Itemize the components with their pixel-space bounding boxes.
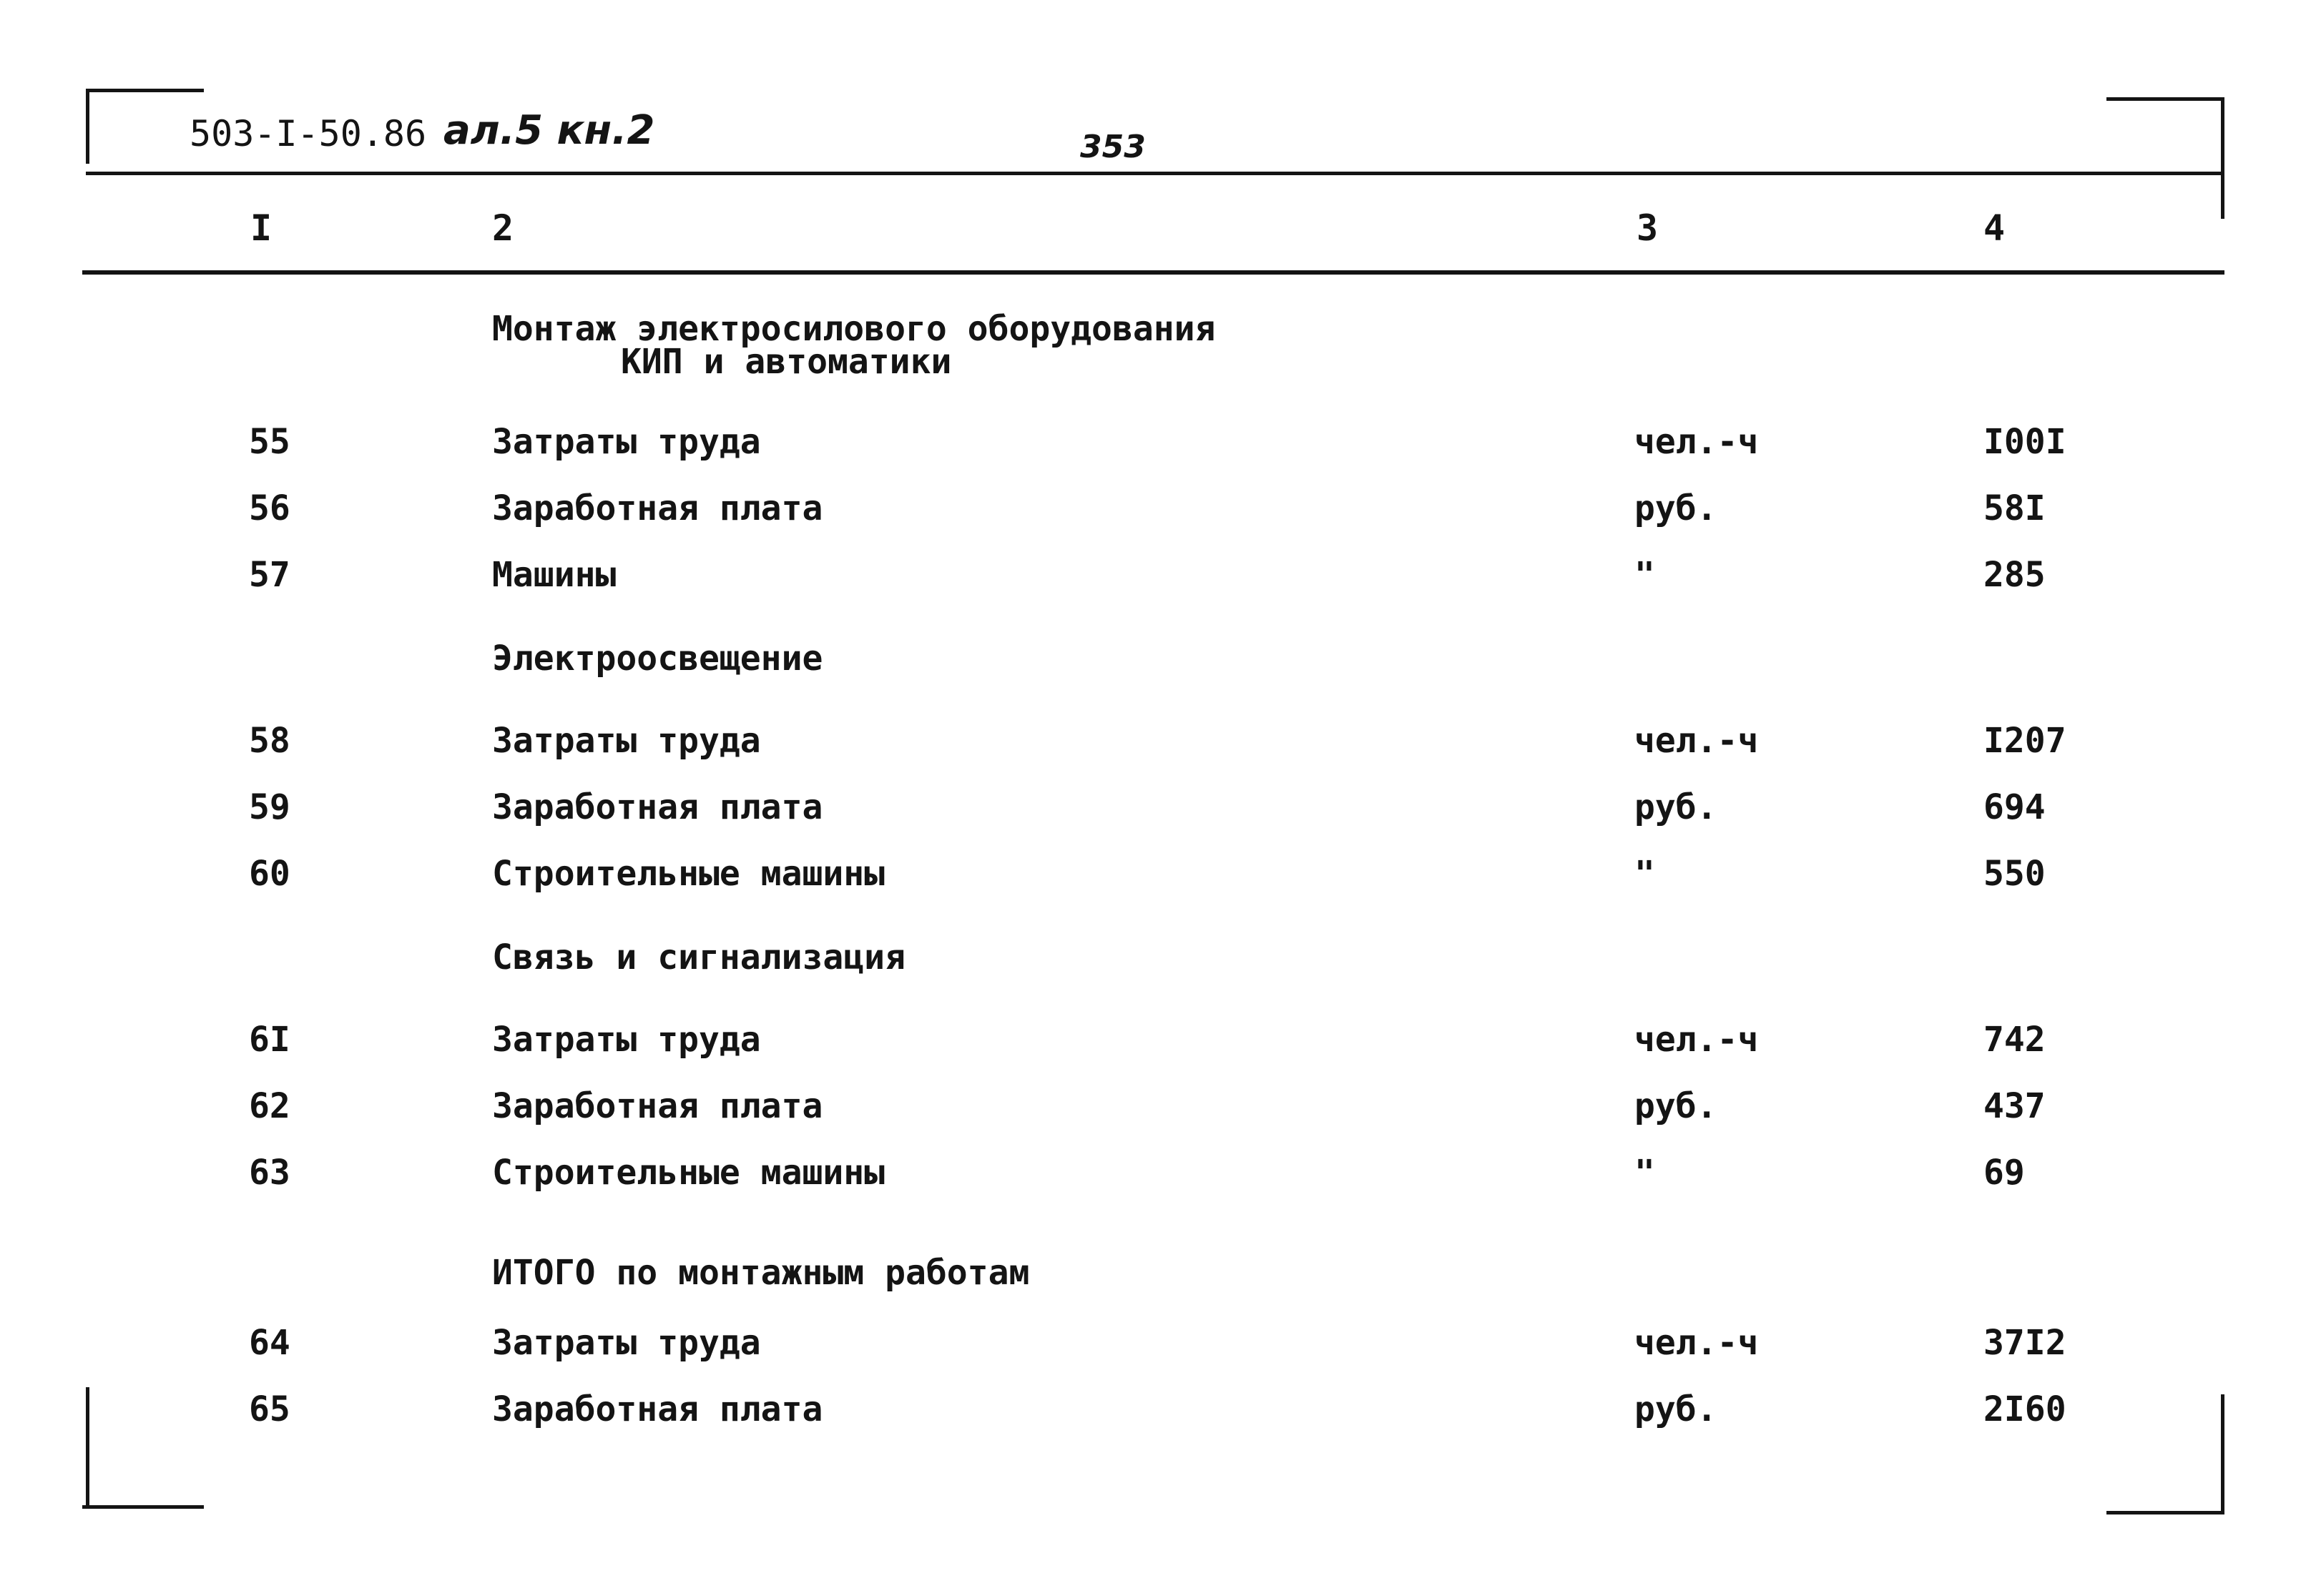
row-value: 437	[1983, 1086, 2046, 1126]
section-title: Связь и сигнализация	[492, 937, 906, 977]
totals-section-title: ИТОГО по монтажным работам	[492, 1253, 1030, 1293]
row-name: Заработная плата	[492, 1086, 823, 1126]
row-unit: руб.	[1634, 488, 1717, 528]
row-unit: руб.	[1634, 1086, 1717, 1126]
row-number: 64	[249, 1323, 290, 1363]
frame-top-right-horizontal	[2106, 97, 2224, 101]
column-header-2: 2	[492, 207, 514, 249]
row-name: Строительные машины	[492, 1153, 885, 1193]
frame-bottom-right-vertical	[2221, 1394, 2224, 1514]
row-value: 2I60	[1983, 1389, 2066, 1429]
column-header-1: I	[250, 207, 273, 249]
row-unit: "	[1634, 1153, 1655, 1193]
row-name: Затраты труда	[492, 1323, 761, 1363]
document-code: 503-I-50.86	[190, 113, 427, 154]
row-name: Строительные машины	[492, 854, 885, 894]
frame-bottom-left-horizontal	[82, 1505, 204, 1509]
section-title-continued: КИП и автоматики	[621, 342, 952, 382]
page-number: 353	[1080, 129, 1146, 165]
row-unit: руб.	[1634, 1389, 1717, 1429]
frame-top-right-vertical	[2221, 97, 2224, 219]
column-header-rule	[82, 270, 2224, 275]
handwritten-volume-note: ал.5 кн.2	[443, 107, 655, 154]
row-number: 65	[249, 1389, 290, 1429]
row-value: 694	[1983, 787, 2046, 827]
row-unit: чел.-ч	[1634, 1020, 1759, 1060]
row-number: 58	[249, 721, 290, 761]
row-number: 55	[249, 422, 290, 462]
row-unit: чел.-ч	[1634, 1323, 1759, 1363]
row-number: 63	[249, 1153, 290, 1193]
row-value: I00I	[1983, 422, 2066, 462]
row-name: Машины	[492, 555, 617, 595]
row-value: 37I2	[1983, 1323, 2066, 1363]
column-header-4: 4	[1983, 207, 2006, 249]
row-value: I207	[1983, 721, 2066, 761]
row-value: 742	[1983, 1020, 2046, 1060]
row-name: Заработная плата	[492, 787, 823, 827]
row-number: 56	[249, 488, 290, 528]
frame-top-left-horizontal	[86, 89, 204, 92]
row-value: 69	[1983, 1153, 2025, 1193]
row-name: Заработная плата	[492, 1389, 823, 1429]
frame-bottom-right-horizontal	[2106, 1511, 2224, 1514]
row-number: 62	[249, 1086, 290, 1126]
section-title: Электроосвещение	[492, 639, 823, 679]
row-number: 6I	[249, 1020, 290, 1060]
row-name: Затраты труда	[492, 422, 761, 462]
row-name: Затраты труда	[492, 1020, 761, 1060]
row-value: 58I	[1983, 488, 2046, 528]
header-rule	[86, 172, 2224, 175]
row-value: 550	[1983, 854, 2046, 894]
row-number: 57	[249, 555, 290, 595]
column-header-3: 3	[1637, 207, 1659, 249]
row-unit: чел.-ч	[1634, 721, 1759, 761]
row-unit: руб.	[1634, 787, 1717, 827]
row-number: 60	[249, 854, 290, 894]
frame-bottom-left-vertical	[86, 1387, 89, 1509]
row-unit: чел.-ч	[1634, 422, 1759, 462]
row-unit: "	[1634, 854, 1655, 894]
row-name: Заработная плата	[492, 488, 823, 528]
row-unit: "	[1634, 555, 1655, 595]
frame-top-left-vertical	[86, 89, 89, 164]
section-title: Монтаж электросилового оборудования	[492, 309, 1216, 349]
row-name: Затраты труда	[492, 721, 761, 761]
row-value: 285	[1983, 555, 2046, 595]
row-number: 59	[249, 787, 290, 827]
